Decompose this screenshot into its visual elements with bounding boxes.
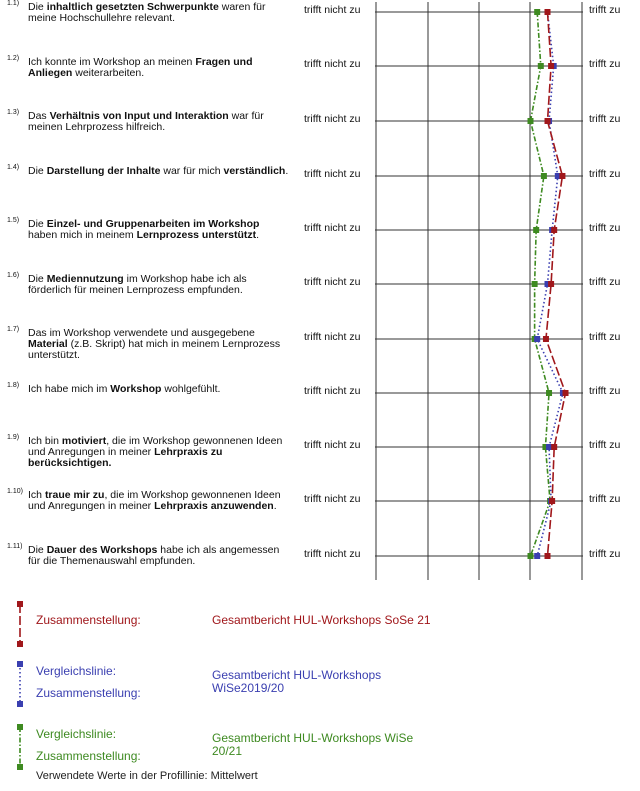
scale-right-label: trifft zu <box>589 385 621 397</box>
scale-right-label: trifft zu <box>589 58 621 70</box>
scale-right-label: trifft zu <box>589 168 621 180</box>
scale-right-label: trifft zu <box>589 222 621 234</box>
question-text: Ich bin motiviert, die im Workshop gewonnenen Ideen und Anregungen in meiner Lehrpraxis zu berücksichtigen. <box>28 435 283 469</box>
question-number: 1.6) <box>7 272 20 279</box>
question-number: 1.4) <box>7 164 20 171</box>
legend-line-symbol <box>13 660 27 710</box>
question-text: Ich traue mir zu, die im Workshop gewonnenen Ideen und Anregungen in meiner Lehrpraxis anzuwenden. <box>28 489 281 512</box>
data-point <box>546 444 552 450</box>
question-text: Ich habe mich im Workshop wohlgefühlt. <box>28 383 221 395</box>
data-point <box>551 444 557 450</box>
question-number: 1.9) <box>7 434 20 441</box>
legend-series-name: Gesamtbericht HUL-Workshops WiSe2019/20 <box>212 668 382 695</box>
legend-marker <box>17 764 23 770</box>
legend-marker <box>17 661 23 667</box>
question-number: 1.11) <box>7 543 23 550</box>
data-point <box>544 553 550 559</box>
legend-line-symbol <box>13 723 27 773</box>
scale-right-label: trifft zu <box>589 493 621 505</box>
legend-series-name: Gesamtbericht HUL-Workshops SoSe 21 <box>212 613 431 627</box>
data-point <box>538 63 544 69</box>
scale-right-label: trifft zu <box>589 113 621 125</box>
question-text: Das Verhältnis von Input und Interaktion war für meinen Lehrprozess hilfreich. <box>28 110 264 133</box>
question-text: Die inhaltlich gesetzten Schwerpunkte waren für meine Hochschullehre relevant. <box>28 1 266 24</box>
data-point <box>533 227 539 233</box>
data-point <box>563 390 569 396</box>
data-point <box>541 173 547 179</box>
legend-label: Zusammenstellung: <box>36 613 141 627</box>
data-point <box>528 118 534 124</box>
data-point <box>534 336 540 342</box>
scale-left-label: trifft nicht zu <box>304 113 361 125</box>
data-point <box>546 390 552 396</box>
scale-right-label: trifft zu <box>589 439 621 451</box>
scale-right-label: trifft zu <box>589 548 621 560</box>
question-text: Die Mediennutzung im Workshop habe ich als förderlich für meinen Lernprozess empfunden. <box>28 273 247 296</box>
scale-left-label: trifft nicht zu <box>304 548 361 560</box>
question-number: 1.8) <box>7 382 20 389</box>
scale-left-label: trifft nicht zu <box>304 276 361 288</box>
question-number: 1.2) <box>7 55 20 62</box>
scale-right-label: trifft zu <box>589 4 621 16</box>
legend-series-name: Gesamtbericht HUL-Workshops WiSe 20/21 <box>212 731 414 758</box>
scale-left-label: trifft nicht zu <box>304 58 361 70</box>
data-point <box>534 553 540 559</box>
scale-left-label: trifft nicht zu <box>304 439 361 451</box>
data-point <box>551 227 557 233</box>
legend-marker <box>17 601 23 607</box>
data-point <box>544 9 550 15</box>
legend-label: Vergleichslinie: Zusammenstellung: <box>36 727 141 763</box>
legend-marker <box>17 701 23 707</box>
scale-right-label: trifft zu <box>589 331 621 343</box>
data-point <box>534 9 540 15</box>
question-text: Ich konnte im Workshop an meinen Fragen und Anliegen weiterarbeiten. <box>28 56 253 79</box>
question-text: Die Darstellung der Inhalte war für mich verständlich. <box>28 165 289 177</box>
data-point <box>559 173 565 179</box>
scale-left-label: trifft nicht zu <box>304 222 361 234</box>
question-number: 1.7) <box>7 326 20 333</box>
question-number: 1.1) <box>7 0 20 7</box>
question-number: 1.10) <box>7 488 23 495</box>
legend-label: Vergleichslinie: Zusammenstellung: <box>36 664 141 700</box>
question-text: Die Einzel- und Gruppenarbeiten im Workshop haben mich in meinem Lernprozess unterstützt. <box>28 218 260 241</box>
scale-right-label: trifft zu <box>589 276 621 288</box>
data-point <box>532 281 538 287</box>
question-number: 1.3) <box>7 109 20 116</box>
scale-left-label: trifft nicht zu <box>304 168 361 180</box>
question-text: Die Dauer des Workshops habe ich als angemessen für die Themenauswahl empfunden. <box>28 544 280 567</box>
data-point <box>543 336 549 342</box>
footnote: Verwendete Werte in der Profillinie: Mittelwert <box>36 770 258 782</box>
legend-marker <box>17 641 23 647</box>
question-text: Das im Workshop verwendete und ausgegebene Material (z.B. Skript) hat mich in meinem Lernprozess unterstützt. <box>28 327 281 361</box>
scale-left-label: trifft nicht zu <box>304 493 361 505</box>
data-point <box>548 63 554 69</box>
data-point <box>549 498 555 504</box>
scale-left-label: trifft nicht zu <box>304 331 361 343</box>
legend-marker <box>17 724 23 730</box>
question-number: 1.5) <box>7 217 20 224</box>
scale-left-label: trifft nicht zu <box>304 4 361 16</box>
data-point <box>528 553 534 559</box>
scale-left-label: trifft nicht zu <box>304 385 361 397</box>
legend-line-symbol <box>13 600 27 650</box>
data-point <box>544 118 550 124</box>
data-point <box>548 281 554 287</box>
